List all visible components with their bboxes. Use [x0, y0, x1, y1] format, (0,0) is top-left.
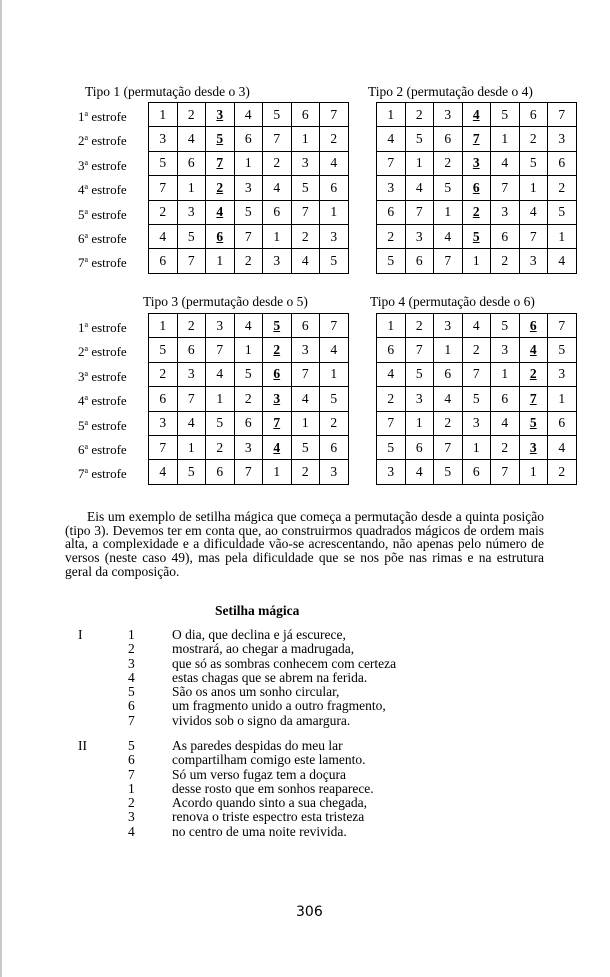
table-cell: 7 [377, 411, 406, 435]
table-cell: 6 [206, 460, 235, 484]
table-cell: 6 [377, 338, 406, 362]
table-cell: 7 [206, 338, 235, 362]
row-label: 5$^a$ estrofe [78, 206, 127, 222]
table-cell: 6 [377, 200, 406, 224]
table-cell: 3 [434, 314, 463, 338]
table-row [377, 224, 577, 248]
table-cell: 2 [377, 224, 406, 248]
table-cell: 3 [491, 338, 520, 362]
table-cell: 5 [206, 411, 235, 435]
table-row [377, 387, 577, 411]
table-cell: 5 [548, 200, 577, 224]
table-row [149, 224, 349, 248]
table-cell: 6 [234, 411, 263, 435]
table-cell: 2 [149, 362, 178, 386]
table-cell: 7 [320, 314, 349, 338]
row-label: 6$^a$ estrofe [78, 441, 127, 457]
table-cell: 1 [291, 127, 320, 151]
verse-number: 4 [128, 669, 135, 685]
table-cell: 5 [263, 103, 292, 127]
row-label: 4$^a$ estrofe [78, 182, 127, 198]
stanza-numeral: I [78, 627, 83, 642]
verse-text: São os anos um sonho circular, [172, 684, 340, 700]
table-cell: 6 [177, 151, 206, 175]
table-cell: 3 [291, 151, 320, 175]
table-cell: 5 [234, 200, 263, 224]
table-cell: 4 [491, 411, 520, 435]
verse-text: Acordo quando sinto a sua chegada, [172, 795, 367, 811]
row-labels-bottom [78, 313, 127, 484]
table-cell: 5 [491, 314, 520, 338]
table-cell: 6 [462, 176, 491, 200]
row-label: 6$^a$ estrofe [78, 230, 127, 246]
table-cell: 7 [548, 314, 577, 338]
table-cell: 3 [206, 314, 235, 338]
table-cell: 4 [434, 387, 463, 411]
verse-number: 3 [128, 809, 135, 825]
table-cell: 7 [291, 200, 320, 224]
table-cell: 7 [177, 249, 206, 273]
table-cell: 5 [177, 224, 206, 248]
table-row [149, 200, 349, 224]
table-cell: 7 [462, 127, 491, 151]
table-cell: 3 [206, 103, 235, 127]
table-cell: 3 [177, 200, 206, 224]
row-label: 2$^a$ estrofe [78, 133, 127, 149]
table-cell: 5 [548, 338, 577, 362]
table-cell: 5 [234, 362, 263, 386]
table-cell: 6 [263, 362, 292, 386]
table-cell: 2 [320, 411, 349, 435]
table-cell: 6 [263, 200, 292, 224]
table-cell: 5 [291, 176, 320, 200]
verse-number: 3 [128, 655, 135, 671]
table-row [149, 411, 349, 435]
table-cell: 2 [234, 387, 263, 411]
table-cell: 1 [434, 200, 463, 224]
table-cell: 6 [519, 103, 548, 127]
table-cell: 3 [177, 362, 206, 386]
row-label: 3$^a$ estrofe [78, 157, 127, 173]
table-cell: 4 [405, 460, 434, 484]
table-cell: 1 [405, 411, 434, 435]
table-cell: 7 [462, 362, 491, 386]
poem-title: Setilha mágica [215, 603, 300, 618]
table-cell: 2 [263, 338, 292, 362]
table-cell: 1 [377, 314, 406, 338]
table-cell: 6 [434, 127, 463, 151]
table-cell: 6 [320, 176, 349, 200]
table-cell: 6 [177, 338, 206, 362]
table-cell: 1 [263, 460, 292, 484]
table-cell: 3 [519, 249, 548, 273]
table-cell: 6 [434, 362, 463, 386]
row-label: 1$^a$ estrofe [78, 320, 127, 335]
table-cell: 7 [434, 249, 463, 273]
table-cell: 3 [320, 224, 349, 248]
table-cell: 7 [405, 338, 434, 362]
verse-number: 7 [128, 712, 135, 728]
table-cell: 3 [149, 411, 178, 435]
table-cell: 3 [263, 249, 292, 273]
table-cell: 4 [291, 249, 320, 273]
table-cell: 1 [320, 362, 349, 386]
table-cell: 6 [548, 151, 577, 175]
verse-number: 6 [128, 752, 135, 768]
verse-text: renova o triste espectro esta tristeza [172, 809, 365, 825]
permutation-table-tipo-2 [376, 102, 577, 274]
table-cell: 4 [519, 338, 548, 362]
table-cell: 4 [234, 314, 263, 338]
table-cell: 1 [149, 314, 178, 338]
table-cell: 5 [149, 338, 178, 362]
verse-text: Só um verso fugaz tem a doçura [172, 766, 346, 782]
table-cell: 1 [177, 176, 206, 200]
table-cell: 4 [291, 387, 320, 411]
table-cell: 5 [291, 435, 320, 459]
table-row [377, 176, 577, 200]
table-row [377, 200, 577, 224]
table-cell: 5 [519, 151, 548, 175]
table-row [149, 314, 349, 338]
table-cell: 6 [320, 435, 349, 459]
table-row [149, 249, 349, 273]
verse-number: 6 [128, 698, 135, 714]
table-cell: 7 [149, 176, 178, 200]
table-cell: 7 [519, 224, 548, 248]
row-label: 7$^a$ estrofe [78, 255, 127, 271]
table-cell: 6 [149, 387, 178, 411]
table-cell: 2 [263, 151, 292, 175]
table-cell: 1 [234, 151, 263, 175]
table-row [377, 411, 577, 435]
table-cell: 5 [206, 127, 235, 151]
table-row [149, 387, 349, 411]
table-cell: 6 [548, 411, 577, 435]
table-cell: 2 [462, 200, 491, 224]
table-cell: 4 [234, 103, 263, 127]
table-cell: 4 [263, 176, 292, 200]
verse-text: um fragmento unido a outro fragmento, [172, 698, 386, 714]
row-label: 1$^a$ estrofe [78, 109, 127, 124]
table-cell: 5 [320, 387, 349, 411]
table-cell: 4 [462, 314, 491, 338]
table-cell: 1 [519, 460, 548, 484]
permutation-table-tipo-1 [148, 102, 349, 274]
table-cell: 5 [263, 314, 292, 338]
table-cell: 2 [491, 435, 520, 459]
table-cell: 3 [320, 460, 349, 484]
table-cell: 5 [177, 460, 206, 484]
table-cell: 7 [519, 387, 548, 411]
table-row [377, 249, 577, 273]
table-cell: 3 [462, 151, 491, 175]
table-cell: 1 [434, 338, 463, 362]
table-cell: 7 [434, 435, 463, 459]
table-cell: 7 [320, 103, 349, 127]
table-cell: 7 [548, 103, 577, 127]
row-label: 5$^a$ estrofe [78, 417, 127, 433]
table-cell: 5 [320, 249, 349, 273]
table-cell: 1 [177, 435, 206, 459]
table-cell: 4 [206, 362, 235, 386]
table-cell: 6 [206, 224, 235, 248]
table-cell: 4 [519, 200, 548, 224]
table-cell: 1 [405, 151, 434, 175]
table-cell: 3 [519, 435, 548, 459]
permutation-table-tipo-4 [376, 313, 577, 485]
table-row [149, 362, 349, 386]
table-row [377, 460, 577, 484]
table-cell: 3 [291, 338, 320, 362]
table-cell: 6 [405, 249, 434, 273]
page-left-border [0, 0, 2, 977]
table-cell: 4 [177, 127, 206, 151]
page-number: 306 [296, 904, 323, 920]
table-cell: 6 [405, 435, 434, 459]
table-cell: 3 [234, 176, 263, 200]
table-cell: 2 [519, 127, 548, 151]
table-row [377, 314, 577, 338]
table-cell: 1 [491, 362, 520, 386]
table-row [377, 103, 577, 127]
table-cell: 3 [149, 127, 178, 151]
verse-number: 1 [128, 627, 135, 642]
table-cell: 4 [206, 200, 235, 224]
verse-number: 5 [128, 738, 135, 753]
table-caption-tipo-3: Tipo 3 (permutação desde o 5) [143, 294, 308, 309]
table-row [377, 435, 577, 459]
table-cell: 4 [377, 362, 406, 386]
table-cell: 5 [377, 249, 406, 273]
table-cell: 4 [177, 411, 206, 435]
table-row [149, 176, 349, 200]
table-row [149, 127, 349, 151]
table-cell: 2 [206, 435, 235, 459]
table-cell: 4 [149, 224, 178, 248]
table-cell: 1 [263, 224, 292, 248]
table-row [377, 127, 577, 151]
table-cell: 3 [462, 411, 491, 435]
table-caption-tipo-2: Tipo 2 (permutação desde o 4) [368, 84, 533, 99]
table-cell: 3 [263, 387, 292, 411]
table-cell: 4 [149, 460, 178, 484]
table-cell: 4 [548, 249, 577, 273]
table-cell: 4 [320, 338, 349, 362]
table-cell: 7 [377, 151, 406, 175]
verse-text: estas chagas que se abrem na ferida. [172, 669, 368, 685]
table-cell: 7 [234, 460, 263, 484]
verse-text: mostrará, ao chegar a madrugada, [172, 641, 355, 657]
table-cell: 3 [491, 200, 520, 224]
row-label: 4$^a$ estrofe [78, 393, 127, 409]
table-cell: 2 [405, 103, 434, 127]
table-cell: 5 [434, 176, 463, 200]
row-label: 7$^a$ estrofe [78, 466, 127, 482]
table-cell: 6 [234, 127, 263, 151]
verse-text: desse rosto que em sonhos reaparece. [172, 780, 374, 796]
table-row [149, 103, 349, 127]
table-cell: 4 [491, 151, 520, 175]
table-cell: 1 [206, 387, 235, 411]
table-cell: 3 [234, 435, 263, 459]
table-cell: 2 [206, 176, 235, 200]
table-cell: 2 [548, 460, 577, 484]
table-cell: 2 [234, 249, 263, 273]
table-cell: 7 [177, 387, 206, 411]
table-cell: 4 [405, 176, 434, 200]
table-cell: 5 [462, 224, 491, 248]
table-cell: 5 [405, 362, 434, 386]
table-cell: 7 [263, 127, 292, 151]
verse-number: 1 [128, 780, 135, 796]
table-cell: 2 [291, 460, 320, 484]
table-cell: 1 [206, 249, 235, 273]
verse-text: vividos sob o signo da amargura. [172, 712, 351, 728]
table-cell: 4 [377, 127, 406, 151]
table-caption-tipo-4: Tipo 4 (permutação desde o 6) [370, 294, 535, 309]
table-row [149, 460, 349, 484]
table-cell: 7 [234, 224, 263, 248]
table-cell: 4 [434, 224, 463, 248]
table-cell: 1 [320, 200, 349, 224]
verse-number: 5 [128, 684, 135, 700]
table-cell: 7 [491, 176, 520, 200]
table-cell: 4 [548, 435, 577, 459]
table-cell: 6 [519, 314, 548, 338]
table-cell: 6 [291, 314, 320, 338]
permutation-table-tipo-3 [148, 313, 349, 485]
table-cell: 5 [519, 411, 548, 435]
table-cell: 7 [405, 200, 434, 224]
table-cell: 1 [548, 387, 577, 411]
table-cell: 2 [405, 314, 434, 338]
stanza-numeral: II [78, 738, 87, 753]
table-cell: 5 [149, 151, 178, 175]
verse-number: 2 [128, 795, 135, 811]
table-cell: 4 [263, 435, 292, 459]
table-cell: 1 [519, 176, 548, 200]
table-cell: 7 [491, 460, 520, 484]
table-cell: 2 [149, 200, 178, 224]
verse-text: no centro de uma noite revivida. [172, 823, 347, 839]
table-cell: 1 [548, 224, 577, 248]
table-cell: 2 [434, 411, 463, 435]
table-cell: 6 [491, 224, 520, 248]
table-cell: 5 [434, 460, 463, 484]
table-cell: 1 [462, 249, 491, 273]
table-row [149, 338, 349, 362]
row-labels-top [78, 102, 127, 273]
table-row [377, 338, 577, 362]
table-cell: 2 [548, 176, 577, 200]
table-cell: 5 [405, 127, 434, 151]
table-cell: 7 [206, 151, 235, 175]
table-cell: 1 [291, 411, 320, 435]
table-cell: 3 [434, 103, 463, 127]
table-cell: 6 [149, 249, 178, 273]
table-cell: 3 [405, 224, 434, 248]
table-cell: 7 [263, 411, 292, 435]
table-cell: 7 [291, 362, 320, 386]
table-cell: 2 [519, 362, 548, 386]
table-cell: 1 [377, 103, 406, 127]
table-cell: 3 [377, 460, 406, 484]
verse-text: que só as sombras conhecem com certeza [172, 655, 397, 671]
table-cell: 2 [377, 387, 406, 411]
table-cell: 1 [149, 103, 178, 127]
table-cell: 1 [491, 127, 520, 151]
verse-number: 7 [128, 766, 135, 782]
table-cell: 1 [462, 435, 491, 459]
row-label: 2$^a$ estrofe [78, 344, 127, 360]
table-cell: 6 [491, 387, 520, 411]
table-cell: 6 [291, 103, 320, 127]
table-cell: 4 [320, 151, 349, 175]
table-cell: 6 [462, 460, 491, 484]
verse-number: 4 [128, 823, 135, 839]
verse-number: 2 [128, 641, 135, 657]
table-cell: 3 [377, 176, 406, 200]
table-row [149, 151, 349, 175]
verse-text: As paredes despidas do meu lar [172, 738, 343, 753]
table-cell: 3 [548, 127, 577, 151]
table-cell: 5 [491, 103, 520, 127]
table-cell: 2 [320, 127, 349, 151]
table-cell: 2 [462, 338, 491, 362]
table-cell: 4 [462, 103, 491, 127]
table-row [377, 362, 577, 386]
table-cell: 2 [177, 314, 206, 338]
table-cell: 2 [434, 151, 463, 175]
table-caption-tipo-1: Tipo 1 (permutação desde o 3) [85, 84, 250, 99]
table-cell: 2 [177, 103, 206, 127]
table-cell: 1 [234, 338, 263, 362]
table-cell: 2 [491, 249, 520, 273]
table-cell: 3 [548, 362, 577, 386]
table-cell: 5 [377, 435, 406, 459]
row-label: 3$^a$ estrofe [78, 368, 127, 384]
body-paragraph: Eis um exemplo de setilha mágica que começa a permutação desde a quinta posição (tipo 3). Devemos ter em conta que, ao construirmos quadrados mágicos de ordem mais alta, a complexidade e a dificuldade vão-se acrescentando, não apenas pelo número de versos (neste caso 49), mas pela dificuldade que se nos põe nas rimas e na estrutura geral da composição. [65, 509, 544, 579]
table-cell: 2 [291, 224, 320, 248]
table-cell: 7 [149, 435, 178, 459]
verse-text: O dia, que declina e já escurece, [172, 627, 346, 642]
table-row [149, 435, 349, 459]
verse-text: compartilham comigo este lamento. [172, 752, 366, 768]
table-cell: 5 [462, 387, 491, 411]
table-cell: 3 [405, 387, 434, 411]
table-row [377, 151, 577, 175]
